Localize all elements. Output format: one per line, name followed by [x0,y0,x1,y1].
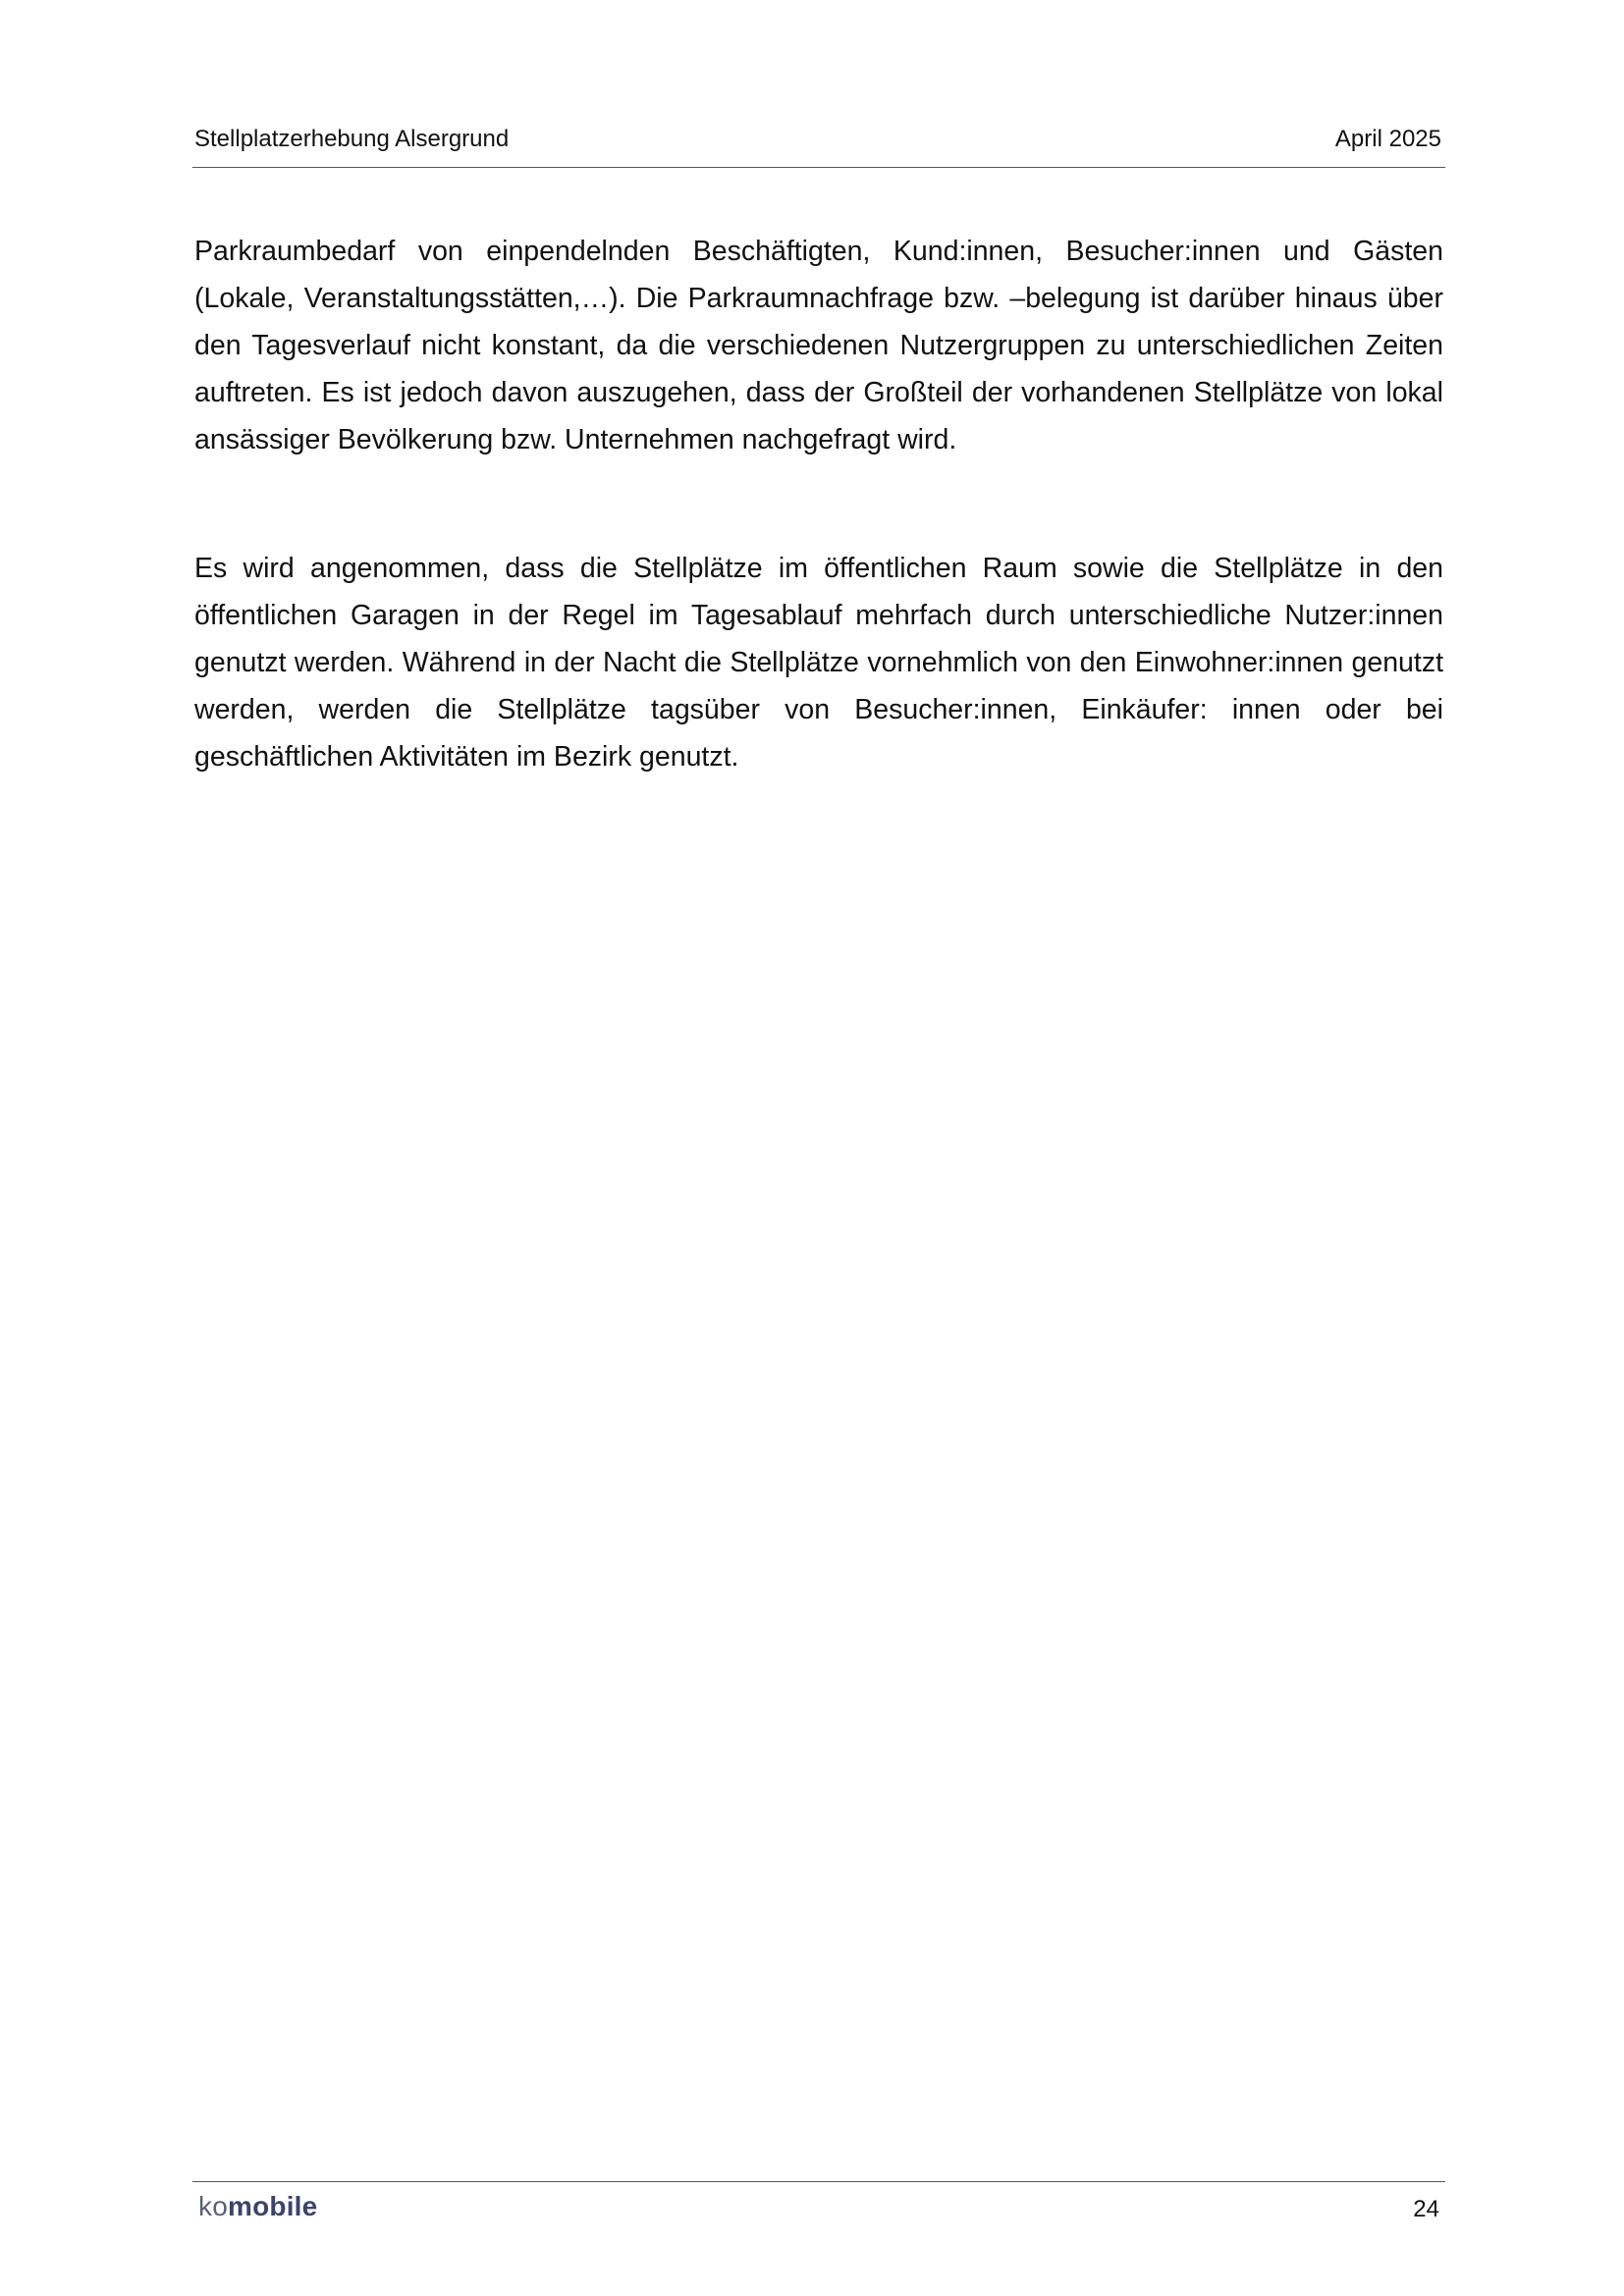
komobile-logo [198,2190,317,2223]
logo-suffix: mobile [227,2191,318,2221]
paragraph-2: Es wird angenommen, dass die Stellplätze im öffentlichen Raum sowie die Stellplätze in den öffentlichen Garagen in der Regel im Tagesablauf mehrfach durch unterschiedliche Nutzer:innen genutzt werden. Während in der Nacht die Stellplätze vornehmlich von den Einwohner:innen genutzt werden, werden die Stellplätze tagsüber von Besucher:innen, Einkäufer: innen oder bei geschäftlichen Aktivitäten im Bezirk genutzt. [194,553,1443,773]
paragraph-1: Parkraumbedarf von einpendelnden Beschäftigten, Kund:innen, Besucher:innen und Gästen (Lokale, Veranstaltungsstätten,…). Die Parkraumnachfrage bzw. –belegung ist darüber hinaus über den Tagesverlauf nicht konstant, da die verschiedenen Nutzergruppen zu unterschiedlichen Zeiten auftreten. Es ist jedoch davon auszugehen, dass der Großteil der vorhandenen Stellplätze von lokal ansässiger Bevölkerung bzw. Unternehmen nachgefragt wird. [194,236,1443,455]
page-footer [192,2181,1445,2241]
document-title: Stellplatzerhebung Alsergrund [194,126,510,152]
page-number: 24 [1413,2196,1439,2222]
logo-prefix: ko [198,2191,228,2221]
document-date: April 2025 [1334,126,1441,152]
page-body [194,228,1443,780]
page-header [192,124,1445,168]
